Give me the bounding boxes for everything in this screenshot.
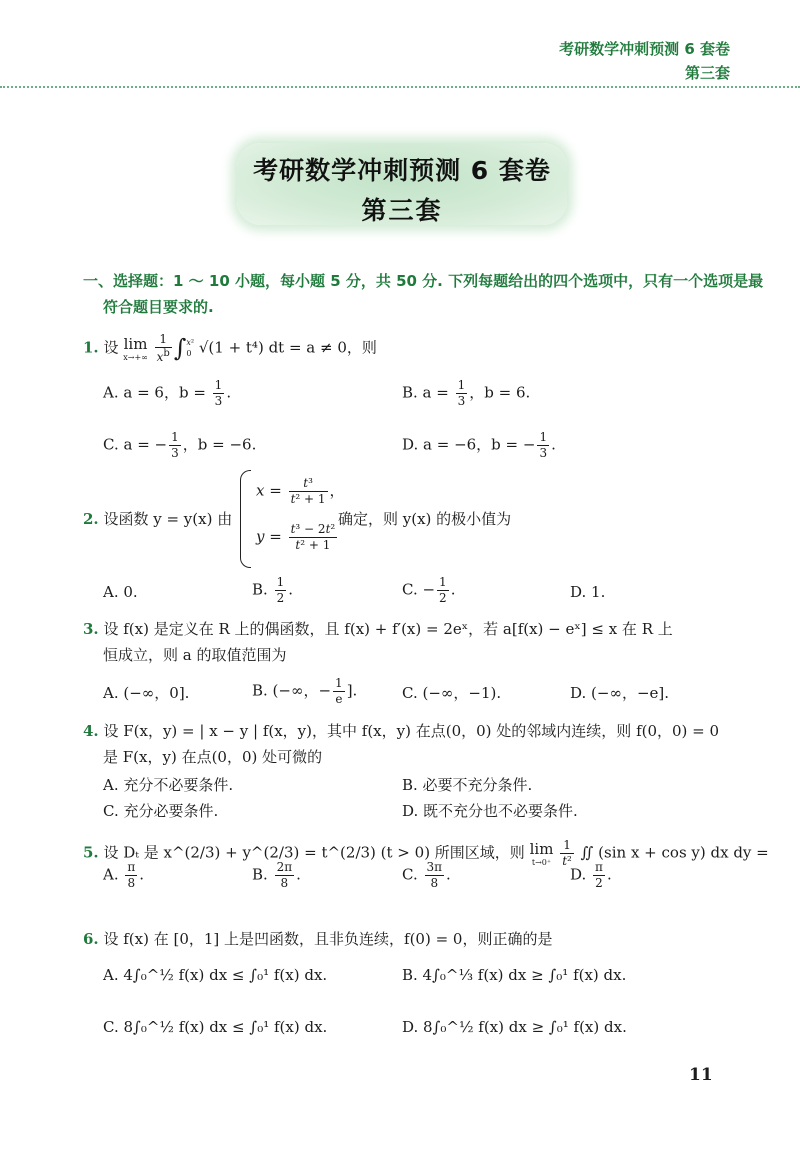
running-header-title: 考研数学冲刺预测 6 套卷 (559, 40, 730, 58)
question-number: 1. (83, 338, 99, 357)
banner-subtitle: 第三套 (361, 196, 443, 225)
q2-option-a: A. 0. (103, 583, 138, 601)
q2-option-c: C. − $\frac{1}{2}$ . (402, 575, 456, 605)
q1-pre: 设 (103, 338, 119, 357)
q4-option-c: C. 充分必要条件. (103, 802, 219, 820)
q5-option-c: C. $\frac{3\pi}{8}$ . (402, 860, 451, 890)
q1-integrand: √(1 + t⁴) dt = a ≠ 0，则 (198, 338, 377, 357)
q6-option-a: A. 4∫₀^½ f(x) dx ≤ ∫₀¹ f(x) dx. (103, 966, 328, 984)
question-5: 5. 设 Dₜ 是 x^(2/3) + y^(2/3) = t^(2/3) (t > 0) 所围区域，则 lim t→0⁺ $\frac{1}{\text{t²}}$ ∬ (sin x + cos y) dx dy = (83, 838, 769, 868)
section-heading: 一、选择题：1 ～ 10 小题，每小题 5 分，共 50 分. 下列每题给出的四个选项中，只有一个选项是最 (83, 272, 764, 290)
q1-option-d: D. a = −6，b = − $\frac{1}{3}$ . (402, 430, 556, 460)
q3-cont: 恒成立，则 a 的取值范围为 (103, 646, 287, 664)
q4-option-b: B. 必要不充分条件. (402, 776, 533, 794)
question-1: 1. 设 lim x→+∞ $\frac{1}{x^b}$ ∫x² 0 √(1 + t⁴) dt = a ≠ 0，则 (83, 332, 377, 364)
page-number: 11 (689, 1065, 713, 1085)
q4-option-d: D. 既不充分也不必要条件. (402, 802, 578, 820)
q5-option-b: B. $\frac{2\pi}{8}$ . (252, 860, 301, 890)
q1-option-a: A. a = 6，b = $\frac{1}{3}$ . (103, 378, 232, 408)
q3-option-d: D. (−∞，−e]. (570, 684, 670, 702)
q5-option-a: A. $\frac{\pi}{8}$ . (103, 860, 145, 890)
running-header-set: 第三套 (684, 64, 730, 82)
q5-option-d: D. $\frac{\pi}{2}$ . (570, 860, 612, 890)
q6-option-c: C. 8∫₀^½ f(x) dx ≤ ∫₀¹ f(x) dx. (103, 1018, 328, 1036)
section-heading-cont: 符合题目要求的. (103, 298, 214, 316)
q1-option-c: C. a = − $\frac{1}{3}$ ，b = −6. (103, 430, 257, 460)
title-banner (237, 143, 567, 225)
q3-option-c: C. (−∞，−1). (402, 684, 502, 702)
question-6: 6. 设 f(x) 在 [0，1] 上是凹函数，且非负连续，f(0) = 0，则正确的是 (83, 930, 553, 948)
question-3: 3. 设 f(x) 是定义在 R 上的偶函数，且 f(x) + f′(x) = 2eˣ，若 a[f(x) − eˣ] ≤ x 在 R 上 (83, 620, 673, 638)
q3-option-b: B. (−∞，− $\frac{1}{e}$ ]. (252, 676, 358, 706)
banner-title: 考研数学冲刺预测 6 套卷 (253, 156, 551, 185)
question-2: 2. 设函数 y = y(x) 由 (83, 510, 233, 528)
header-divider (0, 86, 800, 88)
q6-option-b: B. 4∫₀^⅓ f(x) dx ≥ ∫₀¹ f(x) dx. (402, 966, 627, 984)
q2-option-b: B. $\frac{1}{2}$ . (252, 575, 293, 605)
q4-cont: 是 F(x，y) 在点(0，0) 处可微的 (103, 748, 323, 766)
q4-option-a: A. 充分不必要条件. (103, 776, 234, 794)
q6-option-d: D. 8∫₀^½ f(x) dx ≥ ∫₀¹ f(x) dx. (402, 1018, 627, 1036)
q2-text-cont: 确定，则 y(x) 的极小值为 (338, 510, 512, 528)
q1-fraction: $\frac{1}{x^b}$ (156, 332, 170, 364)
q1-limit: lim x→+∞ (123, 334, 148, 362)
q3-option-a: A. (−∞，0]. (103, 684, 190, 702)
question-4: 4. 设 F(x，y) = | x − y | f(x，y)，其中 f(x，y) 在点(0，0) 处的邻域内连续，则 f(0，0) = 0 (83, 722, 720, 740)
q1-option-b: B. a = $\frac{1}{3}$ ，b = 6. (402, 378, 531, 408)
q2-option-d: D. 1. (570, 583, 606, 601)
